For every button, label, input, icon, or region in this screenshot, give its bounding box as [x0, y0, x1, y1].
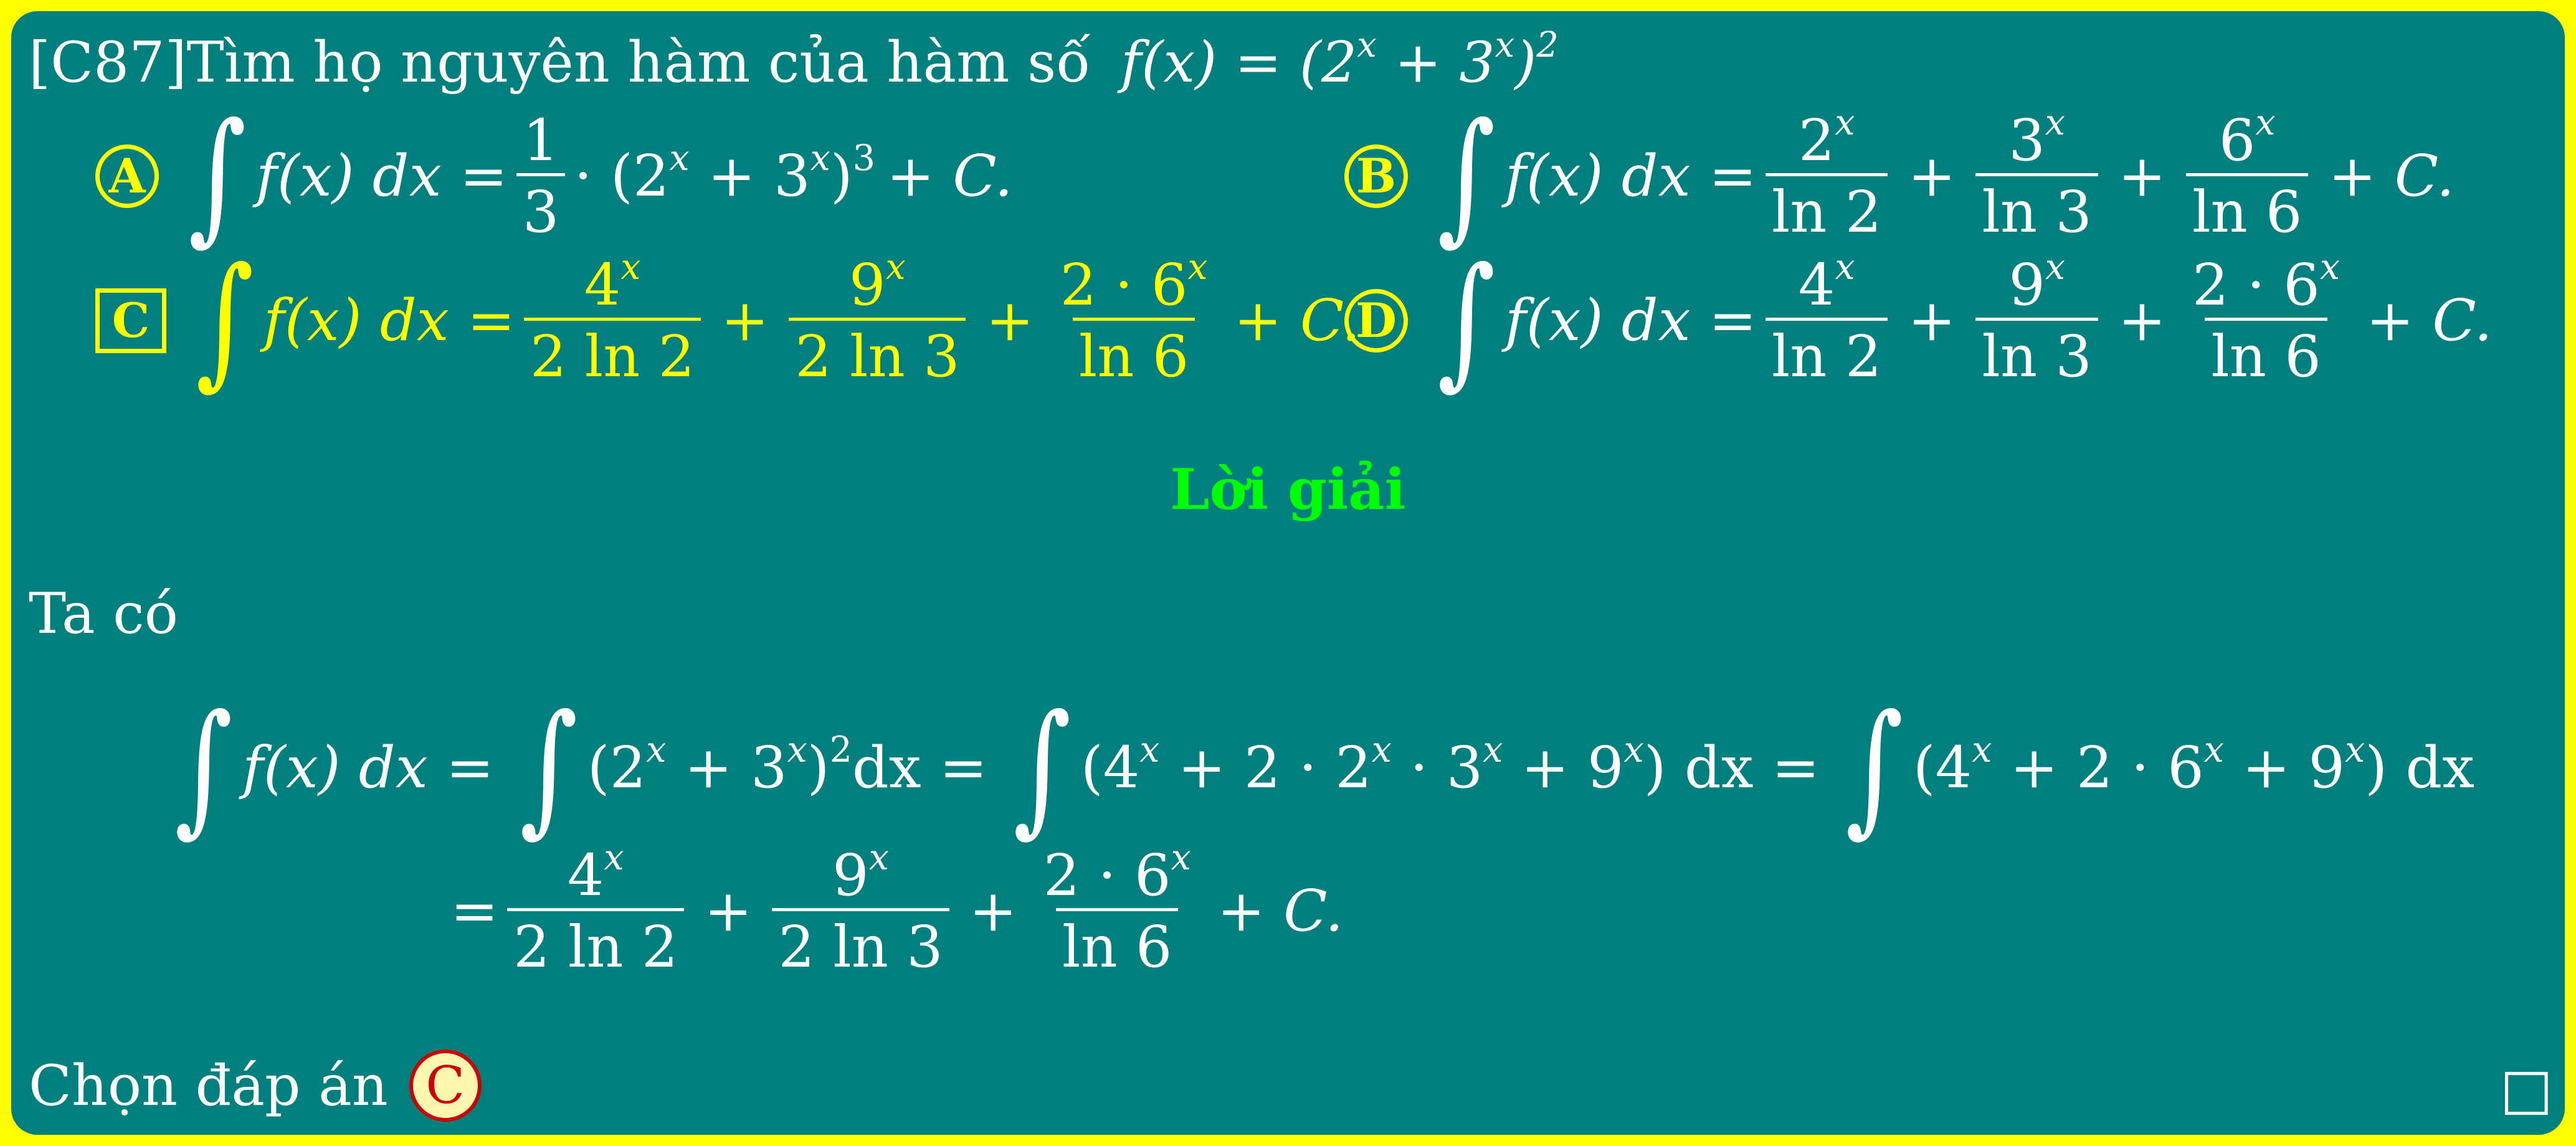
- choice-a-body: · $(2^x + 3^x)^3$: [574, 137, 876, 209]
- question-function: $f(x) = (2^x + 3^x)^2$: [1121, 24, 1559, 95]
- integral-sign: ∫: [188, 93, 247, 259]
- choice-c[interactable]: C ∫ f(x) dx = $\frac{4^x}{2 \ln 2}$ + $\frac{9^x}{2 \ln 3}$ + $\frac{2 \cdot 6^x}{\ln 6}$ + C.: [95, 249, 1371, 392]
- derivation-line-2: = $\frac{4^x}{2 \ln 2}$ + $\frac{9^x}{2 \ln 3}$ + $\frac{2 \cdot 6^x}{\ln 6}$ + C.: [450, 836, 1344, 980]
- question-card: [11, 11, 2565, 1135]
- question-line: [29, 24, 1559, 95]
- derivation-line-1: ∫ f(x) dx = ∫ $(2^x + 3^x)^2$ dx = ∫ $(4^x + 2 \cdot 2^x \cdot 3^x + 9^x)$ dx = ∫ $(4^x + 2 \cdot 6^x + 9^x)$ dx: [174, 684, 2475, 851]
- qed-symbol: □: [2500, 1056, 2554, 1122]
- integral-sign: ∫: [1437, 237, 1496, 404]
- question-code: [C87]: [29, 30, 187, 95]
- solution-heading: Lời giải: [1170, 457, 1406, 523]
- choice-a-fraction: $\frac{1}{3}$: [516, 112, 566, 241]
- choice-d[interactable]: D ∫ f(x) dx = $\frac{4^x}{\ln 2}$ + $\frac{9^x}{\ln 3}$ + $\frac{2 \cdot 6^x}{\ln 6}$ + C.: [1344, 249, 2504, 392]
- choice-c-marker[interactable]: C: [95, 288, 166, 353]
- answer-badge: C: [409, 1049, 482, 1122]
- integral-sign: ∫: [1437, 93, 1496, 259]
- conclusion: [29, 1045, 482, 1126]
- choice-a-marker[interactable]: A: [95, 144, 159, 208]
- conclusion-text: Chọn đáp án: [29, 1053, 388, 1119]
- choice-b-marker[interactable]: B: [1344, 144, 1408, 208]
- choice-d-marker[interactable]: D: [1344, 289, 1408, 353]
- choice-b[interactable]: B ∫ f(x) dx = $\frac{2^x}{\ln 2}$ + $\frac{3^x}{\ln 3}$ + $\frac{6^x}{\ln 6}$ + C.: [1344, 105, 2466, 248]
- question-text: Tìm họ nguyên hàm của hàm số: [186, 30, 1091, 95]
- choice-a[interactable]: A ∫ f(x) dx = $\frac{1}{3}$ · $(2^x + 3^x)^3$ + C.: [95, 105, 1024, 248]
- integral-sign: ∫: [196, 237, 254, 404]
- solution-intro: Ta có: [29, 581, 178, 646]
